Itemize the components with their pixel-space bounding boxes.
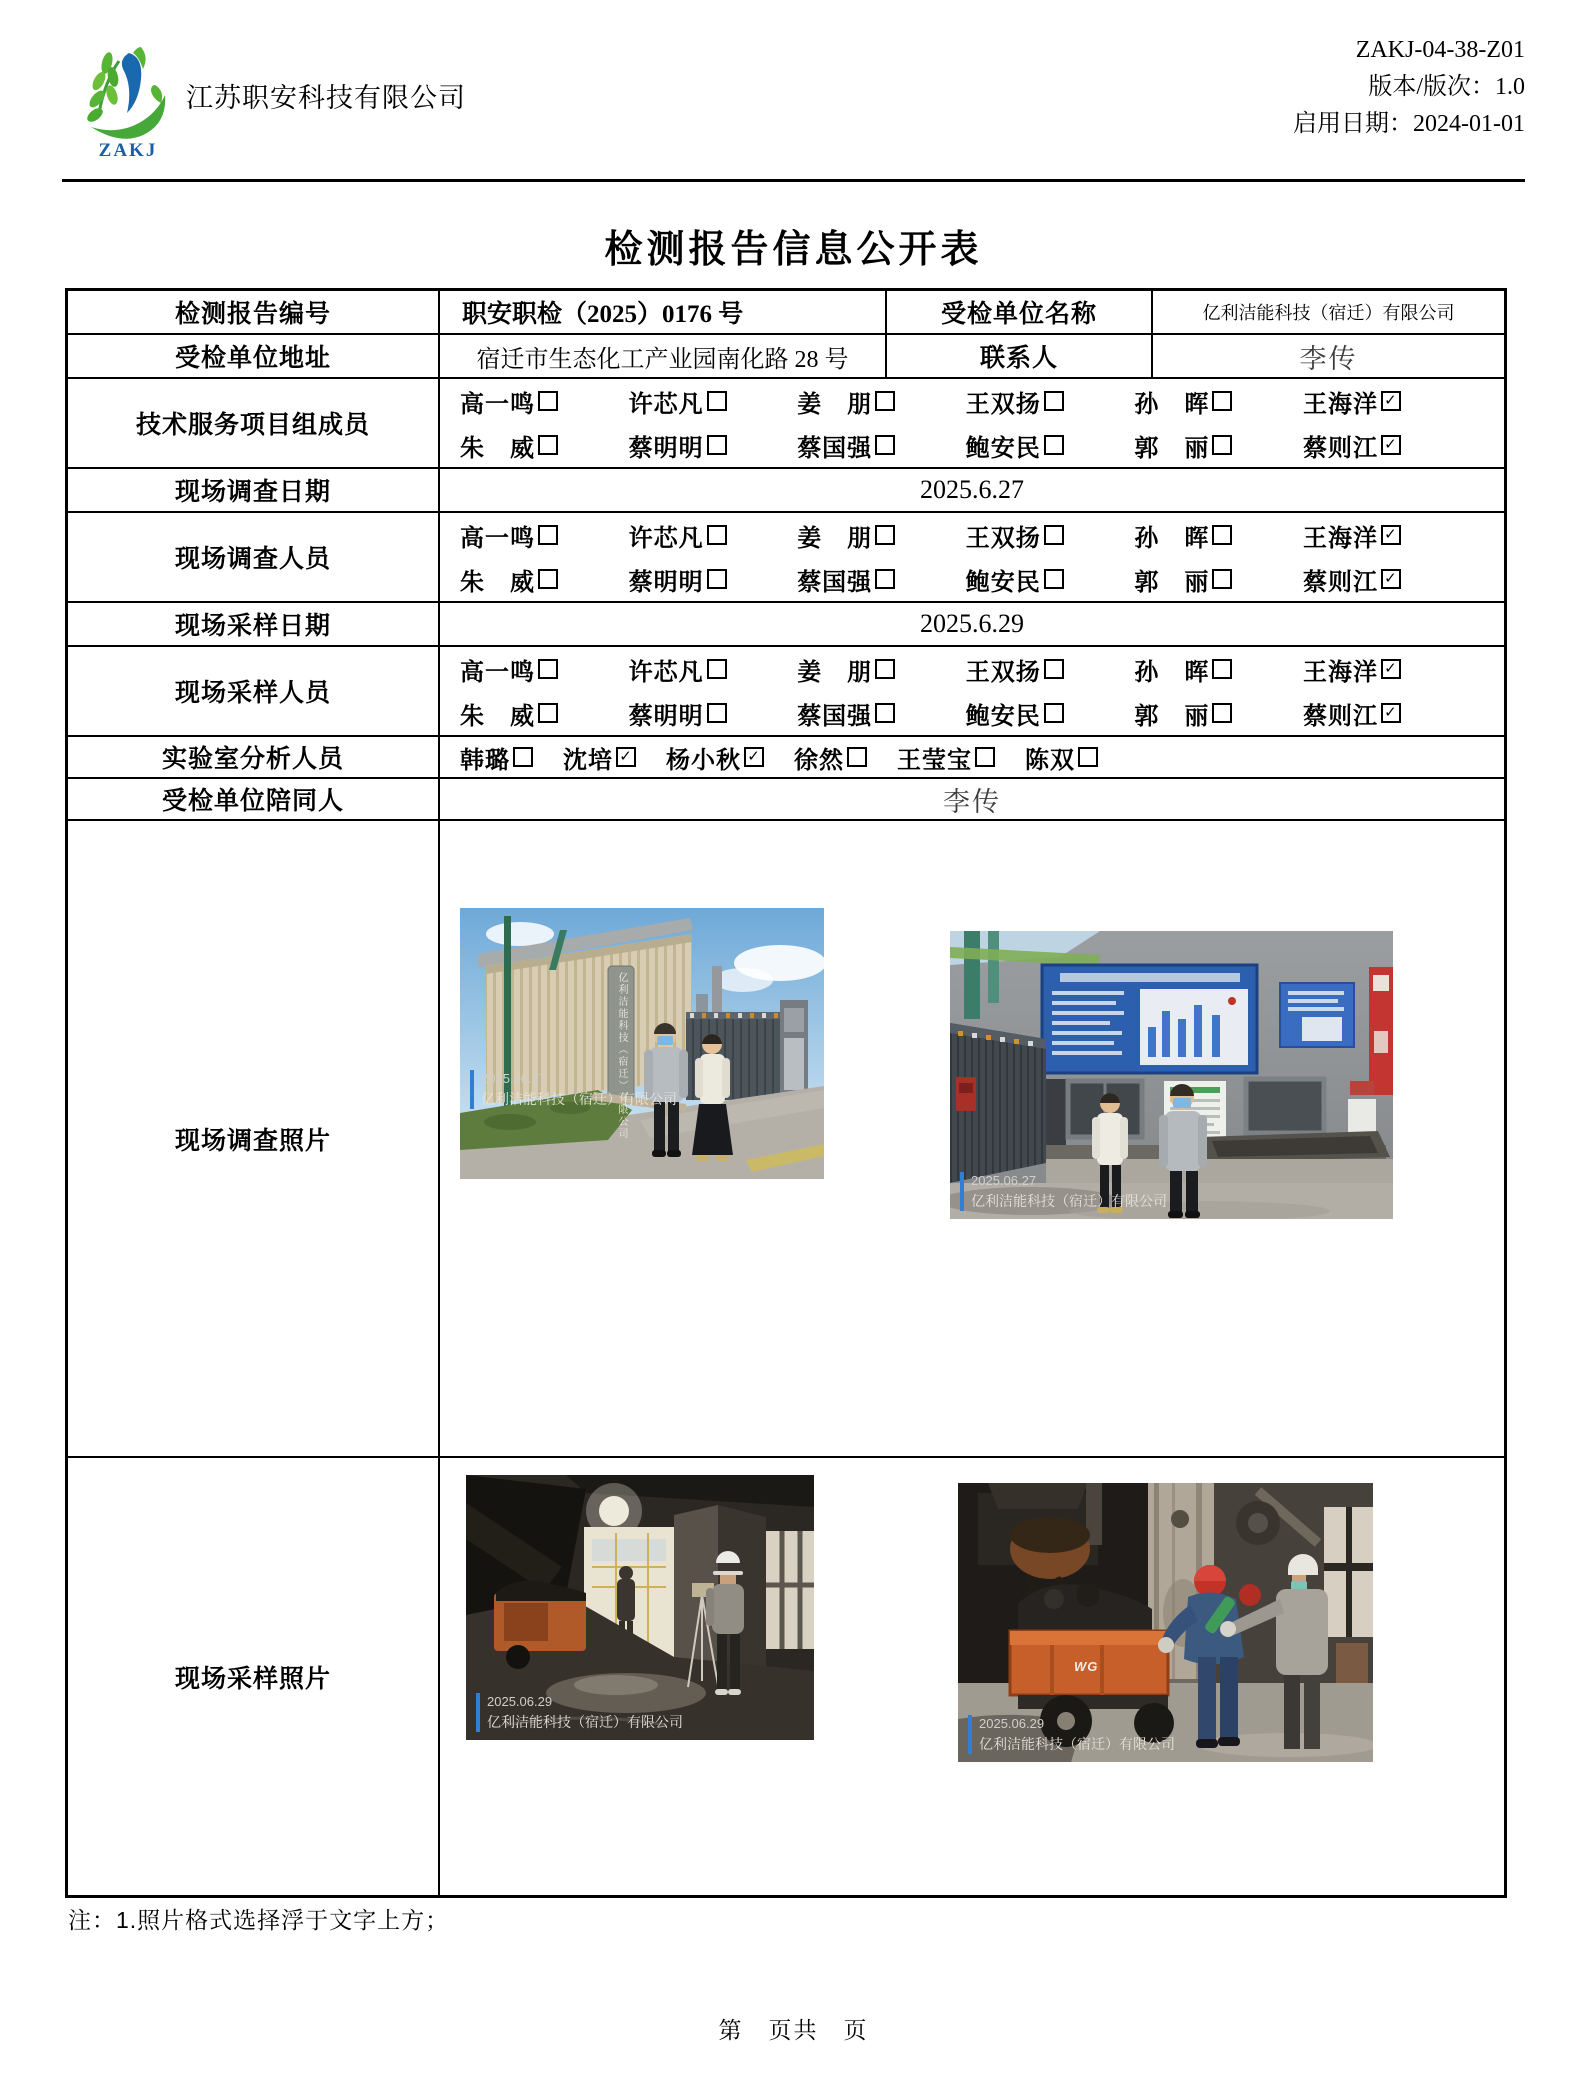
- staff-name: 王双扬: [965, 390, 1041, 418]
- checkbox-unchecked-icon[interactable]: [1044, 703, 1064, 723]
- checkbox-unchecked-icon[interactable]: [1212, 569, 1232, 589]
- checkbox-unchecked-icon[interactable]: [538, 659, 558, 679]
- sample-staff-label: 现场采样人员: [68, 647, 440, 735]
- staff-name: 韩璐: [460, 746, 510, 774]
- staff-member: [1303, 652, 1401, 687]
- checkbox-unchecked-icon[interactable]: [538, 525, 558, 545]
- staff-name: 王海洋: [1302, 658, 1378, 686]
- checkbox-checked-icon[interactable]: ✓: [744, 747, 764, 767]
- staff-name: 鲍安民: [965, 702, 1041, 730]
- photo-watermark: [968, 1715, 1175, 1754]
- staff-member: [797, 652, 895, 687]
- survey-photo-right: [950, 931, 1393, 1219]
- survey-photo-label: 现场调查照片: [68, 821, 440, 1456]
- staff-name: 姜 朋: [797, 658, 873, 686]
- truck-brand-text: WG: [1074, 1659, 1099, 1674]
- report-no-label: 检测报告编号: [68, 291, 440, 333]
- sample-date-value: 2025.6.29: [920, 609, 1024, 638]
- doc-code: ZAKJ-04-38-Z01: [1355, 37, 1525, 63]
- staff-name: 蔡国强: [797, 434, 873, 462]
- checkbox-unchecked-icon[interactable]: [875, 659, 895, 679]
- sample-photo-right: [958, 1483, 1373, 1762]
- unit-name-label: 受检单位名称: [887, 291, 1153, 333]
- contact-value: 李传: [1299, 343, 1358, 374]
- leaf-logo-icon: [85, 43, 171, 139]
- staff-member: [629, 384, 727, 419]
- checkbox-unchecked-icon[interactable]: [1044, 435, 1064, 455]
- staff-name: 陈双: [1025, 746, 1075, 774]
- table-row-accompany: [68, 779, 1504, 821]
- report-info-table: [65, 288, 1507, 1898]
- checkbox-unchecked-icon[interactable]: [1078, 747, 1098, 767]
- checkbox-unchecked-icon[interactable]: [975, 747, 995, 767]
- staff-name: 郭 丽: [1134, 702, 1210, 730]
- logo-text: ZAKJ: [98, 140, 158, 161]
- checkbox-unchecked-icon[interactable]: [875, 525, 895, 545]
- table-row-sample-photos: [68, 1458, 1504, 1895]
- photo-watermark: [476, 1693, 683, 1732]
- footnote: 注：1.照片格式选择浮于文字上方；: [68, 1907, 450, 1933]
- staff-name: 高一鸣: [460, 390, 535, 418]
- staff-member: [460, 562, 558, 597]
- checkbox-unchecked-icon[interactable]: [875, 435, 895, 455]
- checkbox-unchecked-icon[interactable]: [875, 703, 895, 723]
- staff-name: 沈培: [563, 746, 613, 774]
- staff-member: [966, 652, 1064, 687]
- checkbox-unchecked-icon[interactable]: [707, 391, 727, 411]
- checkbox-unchecked-icon[interactable]: [707, 703, 727, 723]
- staff-member: [966, 384, 1064, 419]
- checkbox-unchecked-icon[interactable]: [538, 435, 558, 455]
- unit-name-value: 亿利洁能科技（宿迁）有限公司: [1202, 303, 1455, 323]
- staff-member: [629, 652, 727, 687]
- company-logo: [82, 43, 174, 162]
- staff-name: 杨小秋: [666, 746, 741, 774]
- checkbox-unchecked-icon[interactable]: [1212, 659, 1232, 679]
- staff-name: 朱 威: [460, 434, 535, 462]
- staff-name: 朱 威: [460, 568, 535, 596]
- staff-name: 高一鸣: [460, 524, 535, 552]
- staff-member: [460, 696, 558, 731]
- watermark-company: 亿利洁能科技（宿迁）有限公司: [487, 1713, 683, 1730]
- team-line-2: [460, 423, 1401, 467]
- watermark-company: 亿利洁能科技（宿迁）有限公司: [979, 1735, 1175, 1752]
- survey-staff-cell: [440, 513, 1504, 601]
- team-members-cell: [440, 379, 1504, 467]
- staff-member: [797, 696, 895, 731]
- survey-staff-label: 现场调查人员: [68, 513, 440, 601]
- checkbox-unchecked-icon[interactable]: [1212, 703, 1232, 723]
- gate-sign-text: 亿利洁能科技（宿迁）有限公司: [616, 972, 627, 1140]
- photo-watermark: [960, 1172, 1167, 1211]
- staff-name: 孙 晖: [1134, 658, 1210, 686]
- checkbox-unchecked-icon[interactable]: [875, 391, 895, 411]
- doc-effective-date: 启用日期：2024-01-01: [1293, 111, 1525, 137]
- staff-member: [1134, 652, 1232, 687]
- staff-name: 姜 朋: [797, 524, 873, 552]
- photo-watermark: [470, 1070, 677, 1109]
- survey-date-value: 2025.6.27: [920, 475, 1024, 504]
- checkbox-unchecked-icon[interactable]: [513, 747, 533, 767]
- staff-member: [1303, 562, 1401, 597]
- sample-photo-label: 现场采样照片: [68, 1458, 440, 1895]
- staff-member: [1303, 518, 1401, 553]
- staff-member: [966, 518, 1064, 553]
- staff-name: 王双扬: [965, 658, 1041, 686]
- survey-photo-left: [460, 908, 824, 1179]
- staff-name: 姜 朋: [797, 390, 873, 418]
- staff-name: 蔡明明: [628, 702, 704, 730]
- checkbox-unchecked-icon[interactable]: [707, 659, 727, 679]
- sample-staff-line-2: [460, 691, 1401, 735]
- table-row-lab-staff: [68, 737, 1504, 779]
- staff-member: [794, 740, 867, 775]
- page-header: [62, 26, 1525, 182]
- checkbox-unchecked-icon[interactable]: [707, 525, 727, 545]
- staff-member: [797, 518, 895, 553]
- staff-name: 孙 晖: [1134, 390, 1210, 418]
- staff-member: [629, 696, 727, 731]
- staff-name: 蔡国强: [797, 702, 873, 730]
- staff-member: [966, 428, 1064, 463]
- checkbox-checked-icon[interactable]: ✓: [616, 747, 636, 767]
- staff-name: 蔡则江: [1302, 434, 1378, 462]
- staff-name: 郭 丽: [1134, 568, 1210, 596]
- staff-member: [1134, 696, 1232, 731]
- sample-photo-left: [466, 1475, 814, 1740]
- staff-member: [666, 740, 764, 775]
- checkbox-checked-icon[interactable]: ✓: [1381, 569, 1401, 589]
- staff-name: 许芯凡: [628, 524, 704, 552]
- staff-name: 郭 丽: [1134, 434, 1210, 462]
- table-row-sample-date: [68, 603, 1504, 647]
- staff-name: 蔡明明: [628, 568, 704, 596]
- staff-name: 鲍安民: [965, 568, 1041, 596]
- staff-member: [460, 518, 558, 553]
- table-row-survey-photos: [68, 821, 1504, 1458]
- checkbox-checked-icon[interactable]: ✓: [1381, 659, 1401, 679]
- staff-name: 徐然: [794, 746, 844, 774]
- watermark-date: 2025.06.27: [971, 1172, 1037, 1188]
- survey-staff-line-1: [460, 513, 1401, 557]
- survey-staff-line-2: [460, 557, 1401, 601]
- checkbox-unchecked-icon[interactable]: [1212, 391, 1232, 411]
- sample-staff-cell: [440, 647, 1504, 735]
- checkbox-unchecked-icon[interactable]: [1044, 525, 1064, 545]
- checkbox-unchecked-icon[interactable]: [875, 569, 895, 589]
- accompany-label: 受检单位陪同人: [68, 779, 440, 819]
- checkbox-unchecked-icon[interactable]: [1044, 569, 1064, 589]
- checkbox-unchecked-icon[interactable]: [538, 569, 558, 589]
- checkbox-unchecked-icon[interactable]: [1212, 435, 1232, 455]
- team-label: 技术服务项目组成员: [68, 379, 440, 467]
- staff-member: [797, 562, 895, 597]
- survey-date-label: 现场调查日期: [68, 469, 440, 511]
- report-no-value: 职安职检（2025）0176 号: [440, 291, 887, 333]
- checkbox-checked-icon[interactable]: ✓: [1381, 525, 1401, 545]
- sample-staff-line-1: [460, 647, 1401, 691]
- lab-staff-label: 实验室分析人员: [68, 737, 440, 777]
- sample-photos-cell: [440, 1458, 1504, 1895]
- staff-name: 蔡国强: [797, 568, 873, 596]
- checkbox-unchecked-icon[interactable]: [1044, 659, 1064, 679]
- staff-name: 王莹宝: [897, 746, 972, 774]
- table-row-survey-date: [68, 469, 1504, 513]
- checkbox-checked-icon[interactable]: ✓: [1381, 703, 1401, 723]
- staff-member: [1134, 562, 1232, 597]
- staff-member: [460, 652, 558, 687]
- company-name: 江苏职安科技有限公司: [186, 83, 466, 113]
- checkbox-unchecked-icon[interactable]: [538, 391, 558, 411]
- lab-staff-line: [440, 740, 1098, 775]
- doc-meta: [1293, 26, 1525, 179]
- checkbox-unchecked-icon[interactable]: [1044, 391, 1064, 411]
- table-row-survey-staff: [68, 513, 1504, 603]
- staff-name: 王海洋: [1302, 524, 1378, 552]
- watermark-date: 2025.06.29: [979, 1715, 1045, 1731]
- staff-member: [966, 562, 1064, 597]
- staff-name: 王双扬: [965, 524, 1041, 552]
- doc-version: 版本/版次：1.0: [1368, 74, 1525, 100]
- table-row-sample-staff: [68, 647, 1504, 737]
- staff-member: [460, 428, 558, 463]
- page-title: 检测报告信息公开表: [604, 229, 983, 271]
- staff-member: [460, 384, 558, 419]
- checkbox-unchecked-icon[interactable]: [847, 747, 867, 767]
- watermark-company: 亿利洁能科技（宿迁）有限公司: [481, 1090, 677, 1107]
- watermark-date: 2025.06.27: [481, 1070, 547, 1086]
- staff-member: [897, 740, 995, 775]
- sample-date-label: 现场采样日期: [68, 603, 440, 645]
- checkbox-unchecked-icon[interactable]: [707, 435, 727, 455]
- accompany-value: 李传: [943, 786, 1001, 817]
- staff-member: [1025, 740, 1098, 775]
- staff-name: 王海洋: [1302, 390, 1378, 418]
- table-row-address: [68, 335, 1504, 379]
- staff-name: 许芯凡: [628, 658, 704, 686]
- staff-name: 孙 晖: [1134, 524, 1210, 552]
- staff-name: 蔡则江: [1302, 702, 1378, 730]
- survey-photos-cell: [440, 821, 1504, 1456]
- staff-member: [797, 428, 895, 463]
- staff-name: 蔡则江: [1302, 568, 1378, 596]
- staff-member: [629, 562, 727, 597]
- staff-member: [629, 518, 727, 553]
- staff-name: 许芯凡: [628, 390, 704, 418]
- staff-member: [966, 696, 1064, 731]
- team-line-1: [460, 379, 1401, 423]
- staff-name: 鲍安民: [965, 434, 1041, 462]
- table-row-report-no: [68, 291, 1504, 335]
- staff-name: 高一鸣: [460, 658, 535, 686]
- checkbox-checked-icon[interactable]: ✓: [1381, 435, 1401, 455]
- staff-member: [460, 740, 533, 775]
- staff-member: [1303, 384, 1401, 419]
- staff-member: [1134, 428, 1232, 463]
- staff-name: 朱 威: [460, 702, 535, 730]
- staff-member: [1134, 518, 1232, 553]
- checkbox-unchecked-icon[interactable]: [1212, 525, 1232, 545]
- unit-addr-label: 受检单位地址: [68, 335, 440, 377]
- checkbox-unchecked-icon[interactable]: [538, 703, 558, 723]
- staff-member: [1303, 696, 1401, 731]
- factory-gate-photo-scene: [460, 908, 824, 1179]
- lab-staff-cell: [440, 737, 1504, 777]
- unit-addr-value: 宿迁市生态化工产业园南化路 28 号: [440, 335, 887, 377]
- staff-member: [563, 740, 636, 775]
- staff-member: [797, 384, 895, 419]
- checkbox-checked-icon[interactable]: ✓: [1381, 391, 1401, 411]
- staff-member: [1303, 428, 1401, 463]
- checkbox-unchecked-icon[interactable]: [707, 569, 727, 589]
- staff-member: [1134, 384, 1232, 419]
- contact-label: 联系人: [887, 335, 1153, 377]
- page-number-footer: 第 页共 页: [718, 2017, 869, 2043]
- watermark-date: 2025.06.29: [487, 1693, 553, 1709]
- staff-member: [629, 428, 727, 463]
- staff-name: 蔡明明: [628, 434, 704, 462]
- watermark-company: 亿利洁能科技（宿迁）有限公司: [971, 1192, 1167, 1209]
- table-row-team: [68, 379, 1504, 469]
